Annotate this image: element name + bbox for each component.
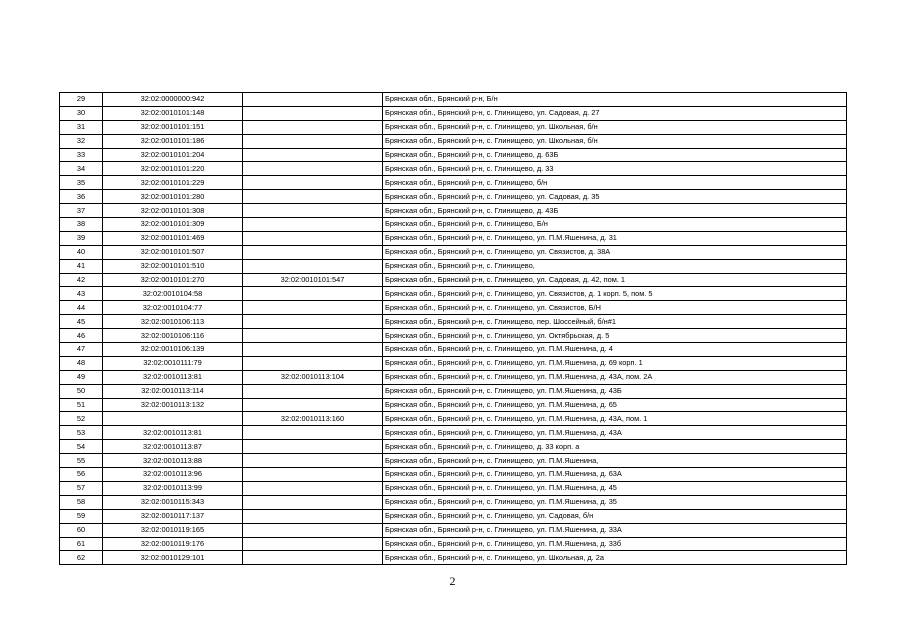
table-row (60, 273, 847, 287)
row-number-cell: 33 (60, 148, 103, 162)
row-number-cell: 29 (60, 93, 103, 107)
table-row (60, 120, 847, 134)
address-cell: Брянская обл., Брянский р-н, с. Глинищево, ул. Связистов, д. 1 корп. 5, пом. 5 (383, 287, 847, 301)
row-number-cell: 38 (60, 218, 103, 232)
cadastral-number-cell: 32:02:0010111:79 (103, 356, 243, 370)
related-cadastral-number-cell (243, 315, 383, 329)
cadastral-number-cell: 32:02:0010101:510 (103, 259, 243, 273)
table-row (60, 301, 847, 315)
related-cadastral-number-cell (243, 468, 383, 482)
address-cell: Брянская обл., Брянский р-н, с. Глинищево, ул. П.М.Яшенина, д. 43А, пом. 1 (383, 412, 847, 426)
cadastral-number-cell: 32:02:0010106:139 (103, 343, 243, 357)
cadastral-number-cell: 32:02:0010101:220 (103, 162, 243, 176)
related-cadastral-number-cell (243, 551, 383, 565)
address-cell: Брянская обл., Брянский р-н, с. Глинищево, ул. П.М.Яшенина, д. 31 (383, 231, 847, 245)
row-number-cell: 57 (60, 481, 103, 495)
table-row (60, 329, 847, 343)
row-number-cell: 54 (60, 440, 103, 454)
table-row (60, 287, 847, 301)
cadastral-number-cell: 32:02:0010101:186 (103, 134, 243, 148)
table-row (60, 356, 847, 370)
related-cadastral-number-cell (243, 231, 383, 245)
related-cadastral-number-cell: 32:02:0010101:547 (243, 273, 383, 287)
table-row (60, 426, 847, 440)
related-cadastral-number-cell: 32:02:0010113:104 (243, 370, 383, 384)
row-number-cell: 37 (60, 204, 103, 218)
address-cell: Брянская обл., Брянский р-н, с. Глинищево, ул. П.М.Яшенина, д. 33А (383, 523, 847, 537)
related-cadastral-number-cell (243, 134, 383, 148)
related-cadastral-number-cell (243, 287, 383, 301)
related-cadastral-number-cell (243, 356, 383, 370)
address-cell: Брянская обл., Брянский р-н, Б/н (383, 93, 847, 107)
related-cadastral-number-cell (243, 259, 383, 273)
address-cell: Брянская обл., Брянский р-н, с. Глинищево, ул. Школьная, д. 2а (383, 551, 847, 565)
row-number-cell: 32 (60, 134, 103, 148)
address-cell: Брянская обл., Брянский р-н, с. Глинищево, Б/н (383, 218, 847, 232)
cadastral-number-cell: 32:02:0010119:176 (103, 537, 243, 551)
row-number-cell: 30 (60, 106, 103, 120)
address-cell: Брянская обл., Брянский р-н, с. Глинищево, б/н (383, 176, 847, 190)
cadastral-number-cell: 32:02:0010113:88 (103, 454, 243, 468)
cadastral-number-cell: 32:02:0000000:942 (103, 93, 243, 107)
cadastral-number-cell: 32:02:0010101:309 (103, 218, 243, 232)
row-number-cell: 41 (60, 259, 103, 273)
cadastral-number-cell: 32:02:0010113:99 (103, 481, 243, 495)
table-row (60, 162, 847, 176)
table-row (60, 134, 847, 148)
related-cadastral-number-cell (243, 398, 383, 412)
address-cell: Брянская обл., Брянский р-н, с. Глинищево, д. 43Б (383, 204, 847, 218)
related-cadastral-number-cell (243, 384, 383, 398)
row-number-cell: 44 (60, 301, 103, 315)
cadastral-number-cell: 32:02:0010101:204 (103, 148, 243, 162)
row-number-cell: 40 (60, 245, 103, 259)
row-number-cell: 49 (60, 370, 103, 384)
row-number-cell: 53 (60, 426, 103, 440)
table-row (60, 537, 847, 551)
table-row (60, 523, 847, 537)
related-cadastral-number-cell (243, 162, 383, 176)
related-cadastral-number-cell (243, 329, 383, 343)
row-number-cell: 48 (60, 356, 103, 370)
address-cell: Брянская обл., Брянский р-н, с. Глинищево, ул. П.М.Яшенина, д. 43А, пом. 2А (383, 370, 847, 384)
page-number: 2 (449, 574, 456, 588)
cadastral-number-cell: 32:02:0010113:96 (103, 468, 243, 482)
table-row (60, 245, 847, 259)
related-cadastral-number-cell (243, 245, 383, 259)
address-cell: Брянская обл., Брянский р-н, с. Глинищево, ул. П.М.Яшенина, д. 45 (383, 481, 847, 495)
register-table-body (60, 93, 847, 565)
related-cadastral-number-cell (243, 120, 383, 134)
table-row (60, 315, 847, 329)
cadastral-number-cell: 32:02:0010101:280 (103, 190, 243, 204)
address-cell: Брянская обл., Брянский р-н, с. Глинищево, (383, 259, 847, 273)
related-cadastral-number-cell (243, 190, 383, 204)
related-cadastral-number-cell (243, 537, 383, 551)
address-cell: Брянская обл., Брянский р-н, с. Глинищево, ул. Школьная, б/н (383, 120, 847, 134)
related-cadastral-number-cell (243, 509, 383, 523)
related-cadastral-number-cell (243, 218, 383, 232)
row-number-cell: 51 (60, 398, 103, 412)
cadastral-number-cell: 32:02:0010113:114 (103, 384, 243, 398)
table-row (60, 190, 847, 204)
row-number-cell: 62 (60, 551, 103, 565)
address-cell: Брянская обл., Брянский р-н, с. Глинищево, ул. Школьная, б/н (383, 134, 847, 148)
row-number-cell: 46 (60, 329, 103, 343)
cadastral-number-cell: 32:02:0010119:165 (103, 523, 243, 537)
table-row (60, 93, 847, 107)
related-cadastral-number-cell (243, 454, 383, 468)
address-cell: Брянская обл., Брянский р-н, с. Глинищево, д. 33 (383, 162, 847, 176)
register-table (59, 92, 847, 565)
table-row (60, 204, 847, 218)
address-cell: Брянская обл., Брянский р-н, с. Глинищево, ул. П.М.Яшенина, д. 63А (383, 468, 847, 482)
related-cadastral-number-cell (243, 440, 383, 454)
cadastral-number-cell: 32:02:0010117:137 (103, 509, 243, 523)
row-number-cell: 60 (60, 523, 103, 537)
related-cadastral-number-cell (243, 343, 383, 357)
row-number-cell: 58 (60, 495, 103, 509)
row-number-cell: 55 (60, 454, 103, 468)
row-number-cell: 34 (60, 162, 103, 176)
row-number-cell: 43 (60, 287, 103, 301)
address-cell: Брянская обл., Брянский р-н, с. Глинищево, д. 63Б (383, 148, 847, 162)
related-cadastral-number-cell (243, 148, 383, 162)
cadastral-number-cell: 32:02:0010106:113 (103, 315, 243, 329)
table-row (60, 398, 847, 412)
address-cell: Брянская обл., Брянский р-н, с. Глинищево, д. 33 корп. а (383, 440, 847, 454)
cadastral-number-cell: 32:02:0010101:308 (103, 204, 243, 218)
related-cadastral-number-cell (243, 426, 383, 440)
table-row (60, 495, 847, 509)
row-number-cell: 36 (60, 190, 103, 204)
address-cell: Брянская обл., Брянский р-н, с. Глинищево, ул. П.М.Яшенина, д. 69 корп. 1 (383, 356, 847, 370)
address-cell: Брянская обл., Брянский р-н, с. Глинищево, ул. П.М.Яшенина, д. 43А (383, 426, 847, 440)
cadastral-number-cell: 32:02:0010113:87 (103, 440, 243, 454)
table-row (60, 106, 847, 120)
cadastral-number-cell: 32:02:0010101:148 (103, 106, 243, 120)
address-cell: Брянская обл., Брянский р-н, с. Глинищево, ул. Связистов, Б/Н (383, 301, 847, 315)
row-number-cell: 52 (60, 412, 103, 426)
address-cell: Брянская обл., Брянский р-н, с. Глинищево, ул. Садовая, д. 27 (383, 106, 847, 120)
address-cell: Брянская обл., Брянский р-н, с. Глинищево, ул. Связистов, д. 38А (383, 245, 847, 259)
related-cadastral-number-cell (243, 93, 383, 107)
related-cadastral-number-cell (243, 523, 383, 537)
row-number-cell: 39 (60, 231, 103, 245)
related-cadastral-number-cell (243, 301, 383, 315)
address-cell: Брянская обл., Брянский р-н, с. Глинищево, ул. П.М.Яшенина, (383, 454, 847, 468)
cadastral-number-cell: 32:02:0010101:469 (103, 231, 243, 245)
table-row (60, 370, 847, 384)
table-row (60, 343, 847, 357)
address-cell: Брянская обл., Брянский р-н, с. Глинищево, пер. Шоссейный, б/н#1 (383, 315, 847, 329)
table-row (60, 468, 847, 482)
address-cell: Брянская обл., Брянский р-н, с. Глинищево, ул. П.М.Яшенина, д. 4 (383, 343, 847, 357)
cadastral-number-cell: 32:02:0010113:132 (103, 398, 243, 412)
related-cadastral-number-cell (243, 204, 383, 218)
row-number-cell: 45 (60, 315, 103, 329)
table-row (60, 412, 847, 426)
table-row (60, 481, 847, 495)
cadastral-number-cell: 32:02:0010101:270 (103, 273, 243, 287)
table-row (60, 148, 847, 162)
related-cadastral-number-cell (243, 176, 383, 190)
table-row (60, 218, 847, 232)
table-row (60, 384, 847, 398)
cadastral-number-cell: 32:02:0010115:343 (103, 495, 243, 509)
cadastral-number-cell: 32:02:0010113:81 (103, 370, 243, 384)
address-cell: Брянская обл., Брянский р-н, с. Глинищево, ул. П.М.Яшенина, д. 35 (383, 495, 847, 509)
row-number-cell: 50 (60, 384, 103, 398)
table-row (60, 440, 847, 454)
address-cell: Брянская обл., Брянский р-н, с. Глинищево, ул. П.М.Яшенина, д. 65 (383, 398, 847, 412)
cadastral-number-cell (103, 412, 243, 426)
cadastral-number-cell: 32:02:0010104:77 (103, 301, 243, 315)
row-number-cell: 35 (60, 176, 103, 190)
address-cell: Брянская обл., Брянский р-н, с. Глинищево, ул. Садовая, д. 42, пом. 1 (383, 273, 847, 287)
related-cadastral-number-cell (243, 495, 383, 509)
table-row (60, 509, 847, 523)
table-row (60, 454, 847, 468)
cadastral-number-cell: 32:02:0010101:507 (103, 245, 243, 259)
related-cadastral-number-cell (243, 481, 383, 495)
table-row (60, 231, 847, 245)
row-number-cell: 56 (60, 468, 103, 482)
table-row (60, 176, 847, 190)
cadastral-number-cell: 32:02:0010129:101 (103, 551, 243, 565)
cadastral-number-cell: 32:02:0010101:151 (103, 120, 243, 134)
table-row (60, 551, 847, 565)
cadastral-number-cell: 32:02:0010106:116 (103, 329, 243, 343)
row-number-cell: 42 (60, 273, 103, 287)
address-cell: Брянская обл., Брянский р-н, с. Глинищево, ул. Садовая, д. 35 (383, 190, 847, 204)
table-row (60, 259, 847, 273)
row-number-cell: 61 (60, 537, 103, 551)
address-cell: Брянская обл., Брянский р-н, с. Глинищево, ул. П.М.Яшенина, д. 43Б (383, 384, 847, 398)
related-cadastral-number-cell: 32:02:0010113:160 (243, 412, 383, 426)
related-cadastral-number-cell (243, 106, 383, 120)
cadastral-number-cell: 32:02:0010113:81 (103, 426, 243, 440)
address-cell: Брянская обл., Брянский р-н, с. Глинищево, ул. П.М.Яшенина, д. 33б (383, 537, 847, 551)
cadastral-number-cell: 32:02:0010104:58 (103, 287, 243, 301)
row-number-cell: 47 (60, 343, 103, 357)
cadastral-number-cell: 32:02:0010101:229 (103, 176, 243, 190)
row-number-cell: 59 (60, 509, 103, 523)
address-cell: Брянская обл., Брянский р-н, с. Глинищево, ул. Садовая, б/н (383, 509, 847, 523)
address-cell: Брянская обл., Брянский р-н, с. Глинищево, ул. Октябрьская, д. 5 (383, 329, 847, 343)
row-number-cell: 31 (60, 120, 103, 134)
